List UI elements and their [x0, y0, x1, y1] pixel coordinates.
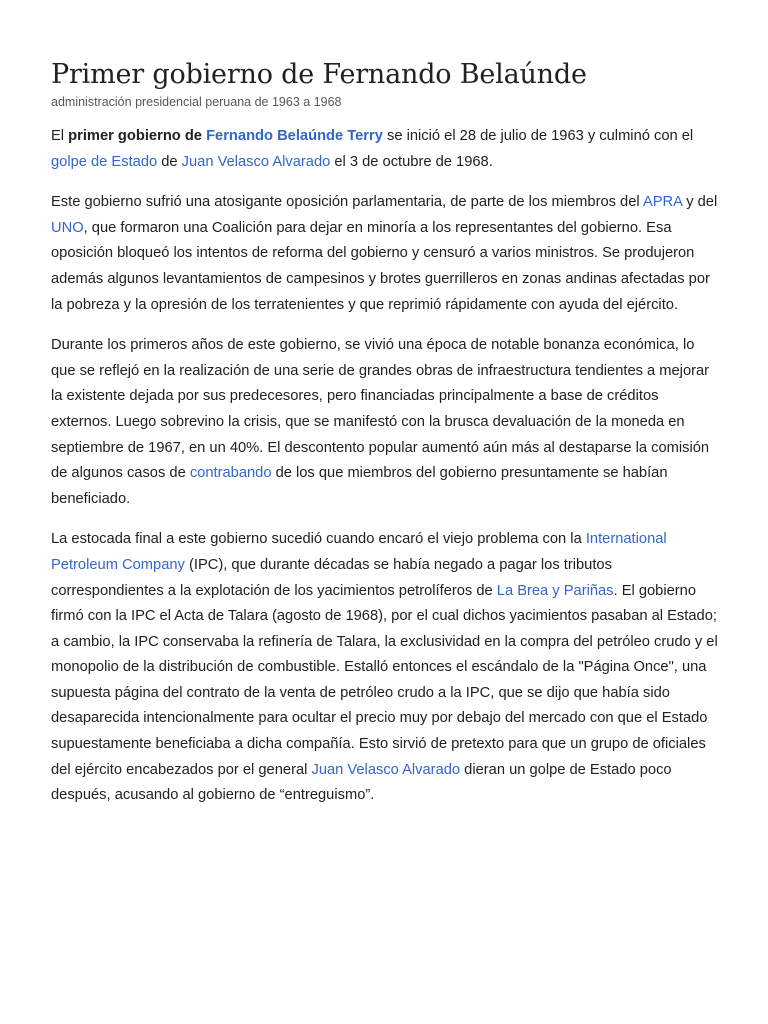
- link-international-petroleum-company[interactable]: International Petroleum Company: [51, 531, 667, 573]
- text: de: [157, 153, 182, 170]
- paragraph-intro: [51, 124, 721, 175]
- page-title: Primer gobierno de Fernando Belaúnde: [51, 59, 587, 90]
- link-fernando-belaunde-terry[interactable]: Fernando Belaúnde Terry: [206, 128, 383, 144]
- text: el 3 de octubre de 1968.: [330, 153, 493, 170]
- text: . El gobierno firmó con la IPC el Acta de Talara (agosto de 1968), por el cual dichos yacimientos pasaban al Estado; a cambio, la IPC conservaba la refinería de Talara, la exclusividad en la compra del petróleo crudo y el monopolio de la distribución de combustible. Estalló entonces el escándalo de la "Página Once", una supuesta página del contrato de la venta de petróleo crudo a la IPC, que se dijo que había sido desaparecida intencionalmente para ocultar el precio muy por debajo del mercado con que el Estado supuestamente beneficiaba a dicha compañía. Esto sirvió de pretexto para que un grupo de oficiales del ejército encabezados por el general: [51, 582, 718, 778]
- paragraph-opposition: [51, 190, 721, 318]
- page-subtitle: administración presidencial peruana de 1963 a 1968: [51, 95, 342, 109]
- link-juan-velasco-alvarado[interactable]: Juan Velasco Alvarado: [311, 761, 461, 778]
- link-apra[interactable]: APRA: [642, 194, 683, 211]
- text: y del: [682, 194, 718, 211]
- bold-text: primer gobierno de: [68, 128, 202, 144]
- link-contrabando[interactable]: contrabando: [189, 465, 272, 482]
- link-golpe-de-estado[interactable]: golpe de Estado: [51, 153, 158, 170]
- article: [51, 58, 721, 809]
- text: se inició el 28 de julio de 1963 y culminó con el: [382, 128, 694, 144]
- text: La estocada final a este gobierno sucedió cuando encaró el viejo problema con la: [51, 531, 586, 548]
- link-juan-velasco-alvarado[interactable]: Juan Velasco Alvarado: [181, 153, 331, 170]
- text: Este gobierno sufrió una atosigante oposición parlamentaria, de parte de los miembros del: [51, 194, 643, 211]
- text: dieran un golpe de Estado poco después, acusando al gobierno de “entreguismo”.: [51, 761, 672, 804]
- paragraph-ipc: [51, 527, 721, 809]
- text: (IPC), que durante décadas se había negado a pagar los tributos correspondientes a la explotación de los yacimientos petrolíferos de: [51, 556, 612, 599]
- text: El: [51, 128, 69, 144]
- link-la-brea-y-parinas[interactable]: La Brea y Pariñas: [496, 582, 614, 599]
- text: de los que miembros del gobierno presuntamente se habían beneficiado.: [51, 465, 668, 507]
- link-uno[interactable]: UNO: [51, 219, 84, 236]
- paragraph-economy: [51, 333, 721, 512]
- text: , que formaron una Coalición para dejar en minoría a los representantes del gobierno. Esa oposición bloqueó los intentos de reforma del gobierno y censuró a varios ministros. Se produjeron además algunos levantamientos de campesinos y brotes guerrilleros en zonas andinas afectadas por la pobreza y la opresión de los terratenientes y que reprimió rápidamente con ayuda del ejército.: [51, 219, 710, 313]
- text: Durante los primeros años de este gobierno, se vivió una época de notable bonanza económica, lo que se reflejó en la realización de una serie de grandes obras de infraestructura tendientes a mejorar la existente dejada por sus predecesores, pero financiadas principalmente a base de créditos externos. Luego sobrevino la crisis, que se manifestó con la brusca devaluación de la moneda en septiembre de 1967, en un 40%. El descontento popular aumentó aún más al destaparse la comisión de algunos casos de: [51, 337, 710, 482]
